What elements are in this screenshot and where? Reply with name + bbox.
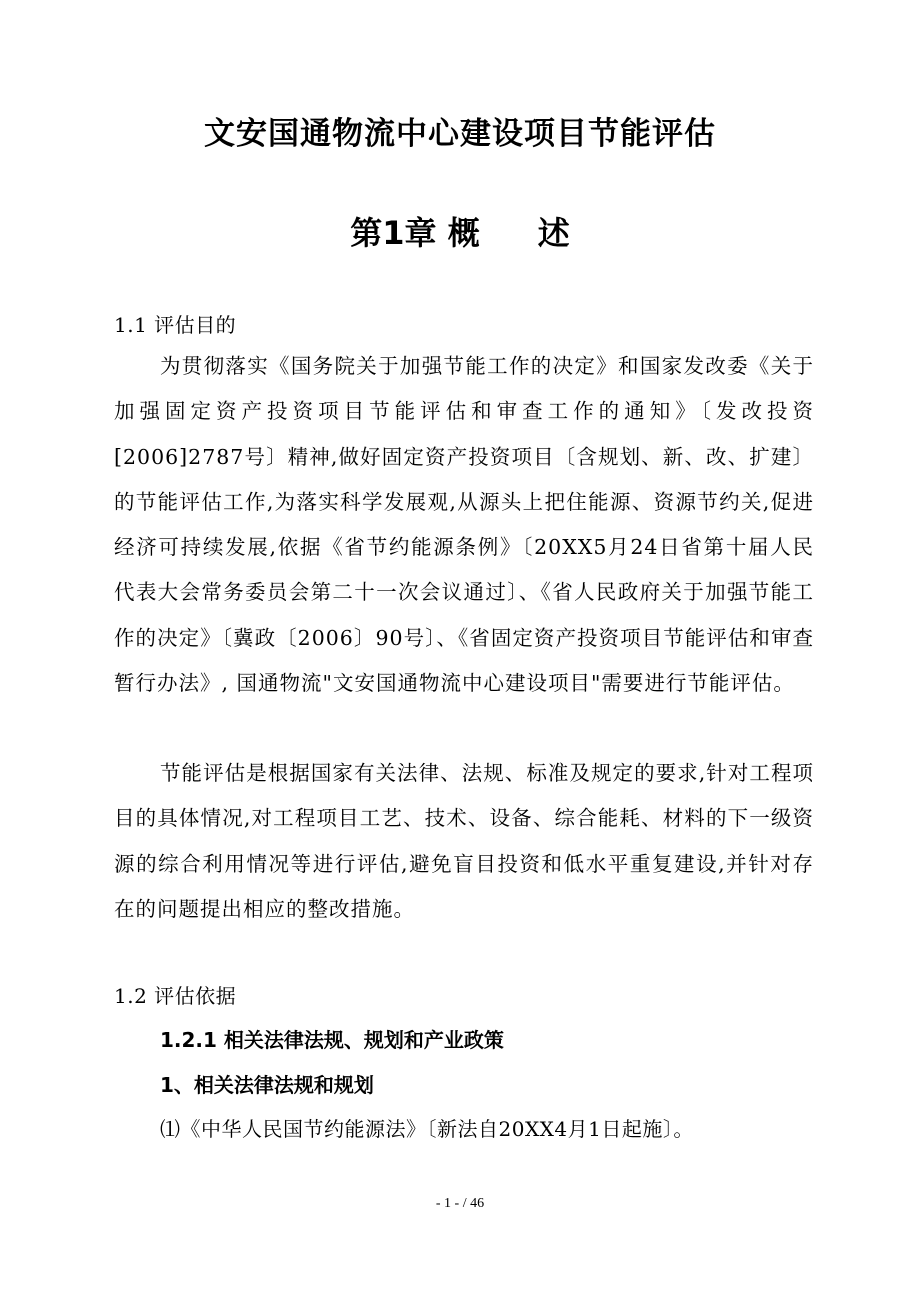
list-item-energy-law: ⑴《中华人民国节约能源法》〔新法自20XX4月1日起施〕。 bbox=[160, 1117, 694, 1141]
subsection-heading-1-2-1: 1.2.1 相关法律法规、规划和产业政策 bbox=[160, 1028, 504, 1052]
document-title: 文安国通物流中心建设项目节能评估 bbox=[204, 116, 716, 152]
subsection-heading-laws: 1、相关法律法规和规划 bbox=[160, 1073, 374, 1097]
paragraph-purpose-2: 节能评估是根据国家有关法律、法规、标准及规定的要求,针对工程项目的具体情况,对工程项目工艺、技术、设备、综合能耗、材料的下一级资源的综合利用情况等进行评估,避免盲目投资和低水平重复建设,并针对存在的问题提出相应的整改措施。 bbox=[114, 761, 814, 921]
section-heading-1-2: 1.2 评估依据 bbox=[114, 984, 237, 1008]
section-heading-1-1: 1.1 评估目的 bbox=[114, 313, 237, 337]
chapter-number: 第1章 bbox=[350, 214, 437, 252]
paragraph-purpose-1: 为贯彻落实《国务院关于加强节能工作的决定》和国家发改委《关于加强固定资产投资项目节能评估和审查工作的通知》〔发改投资[2006]2787号〕精神,做好固定资产投资项目〔含规划、新、改、扩建〕的节能评估工作,为落实科学发展观,从源头上把住能源、资源节约关,促进经济可持续发展,依据《省节约能源条例》〔20XX5月24日省第十届人民代表大会常务委员会第二十一次会议通过〕、《省人民政府关于加强节能工作的决定》〔冀政〔2006〕90号〕、《省固定资产投资项目节能评估和审查暂行办法》, 国通物流"文安国通物流中心建设项目"需要进行节能评估。 bbox=[114, 354, 814, 696]
chapter-title bbox=[0, 210, 920, 256]
page-number: - 1 - / 46 bbox=[435, 1196, 485, 1211]
chapter-title-part1: 概 bbox=[447, 214, 480, 252]
chapter-title-part2: 述 bbox=[537, 214, 570, 252]
